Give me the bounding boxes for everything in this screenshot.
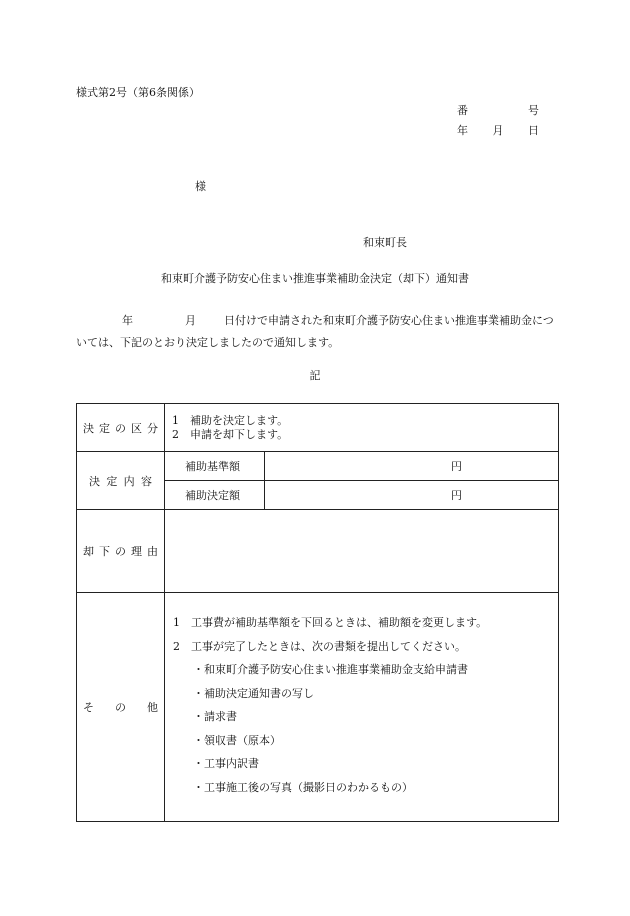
sender-name: 和束町長	[363, 236, 407, 249]
decided-amount-value: 円	[265, 481, 559, 510]
standard-amount-label: 補助基準額	[165, 452, 265, 481]
decided-amount-label: 補助決定額	[165, 481, 265, 510]
body-text	[76, 310, 558, 354]
rejection-reason-row	[77, 510, 559, 593]
body-line1-rest: 日付けで申請された和束町介護予防安心住まい推進事業補助金につ	[224, 314, 554, 327]
rejection-reason-field	[165, 510, 559, 593]
addressee-honorific: 様	[195, 180, 206, 193]
decision-option-reject: 2 申請を却下します。	[172, 427, 289, 441]
document-item: ・請求書	[193, 710, 237, 723]
issue-date-line	[457, 124, 539, 138]
other-label: そ の 他	[77, 593, 165, 822]
note-item: 2 工事が完了したときは、次の書類を提出してください。	[173, 639, 466, 653]
body-year: 年	[122, 314, 133, 327]
document-item: ・工事内訳書	[193, 757, 259, 770]
body-line2: いては、下記のとおり決定しましたので通知します。	[76, 336, 340, 349]
date-day: 日	[528, 124, 539, 137]
other-notes	[165, 593, 559, 822]
number-suffix: 号	[528, 104, 539, 117]
number-prefix: 番	[457, 104, 468, 117]
note-item: 1 工事費が補助基準額を下回るときは、補助額を変更します。	[173, 616, 488, 629]
decision-option-approve: 1 補助を決定します。	[172, 413, 289, 427]
document-item: ・領収書（原本）	[193, 733, 281, 747]
form-number-label: 様式第2号（第6条関係）	[76, 86, 200, 99]
rejection-reason-label: 却 下 の 理 由	[77, 510, 165, 593]
date-month: 月	[492, 124, 504, 137]
document-item: ・補助決定通知書の写し	[193, 686, 314, 700]
decision-form-table	[76, 403, 559, 822]
decision-content-label: 決 定 内 容	[77, 452, 165, 510]
standard-amount-value: 円	[265, 452, 559, 481]
decision-content-row-1	[77, 452, 559, 481]
date-year: 年	[457, 124, 468, 137]
ki-heading: 記	[309, 369, 321, 382]
document-item: ・和束町介護予防安心住まい推進事業補助金支給申請書	[193, 663, 468, 676]
document-title: 和束町介護予防安心住まい推進事業補助金決定（却下）通知書	[161, 272, 469, 285]
document-number-line	[457, 104, 539, 118]
decision-category-options	[165, 404, 559, 452]
decision-category-label: 決 定 の 区 分	[77, 404, 165, 452]
other-row	[77, 593, 559, 822]
decision-category-row	[77, 404, 559, 452]
body-month: 月	[185, 314, 196, 327]
document-item: ・工事施工後の写真（撮影日のわかるもの）	[193, 780, 413, 794]
